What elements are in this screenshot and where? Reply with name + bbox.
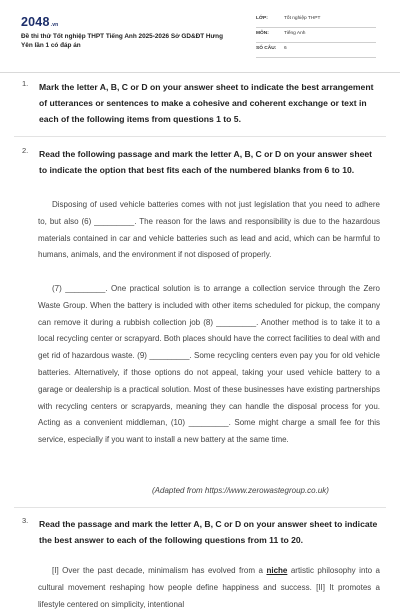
meta-class: LỚP: Tốt nghiệp THPT bbox=[256, 16, 321, 21]
passage-paragraph-2: (7) _________. One practical solution is to arrange a collection service through the Zero Waste Group. When the battery is included with other items scheduled for pickup, the company can remove it during a rubbish collection job (8) _________. Another method is to take it to a local recycling center or scrapyard. Both places should have the correct facilities to deal with and get rid of hazardous waste. (9) _________. Some recycling centers even pay you for old vehicle batteries. Alternatively, if those options do not appeal, taking your used vehicle battery to a garage or dealership is a practical solution. Most of these businesses have existing partnerships with recycling centers or scrapyards, meaning they can handle the disposal process for you. Acting as a convenient middleman, (10) _________. Some might charge a small fee for this service, especially if you want to install a new battery at the same time. bbox=[38, 284, 380, 445]
meta-subject: MÔN: Tiếng Anh bbox=[256, 31, 306, 36]
underlined-keyword: niche bbox=[266, 566, 288, 575]
question-1 bbox=[22, 79, 382, 127]
question-2 bbox=[22, 146, 382, 178]
reading-paragraph-1: [I] Over the past decade, minimalism has evolved from a niche artistic philosophy into a cultural movement reshaping how people define happiness and success. [II] It promotes a lifestyle centered on simplicity, intentional bbox=[38, 566, 380, 609]
document-header bbox=[0, 0, 400, 73]
question-instruction: Mark the letter A, B, C or D on your answer sheet to indicate the best arrangement of utterances or sentences to make a cohesive and coherent exchange or text in each of the following items from questions 1 to 5. bbox=[39, 82, 374, 124]
meta-divider bbox=[256, 42, 376, 43]
meta-divider bbox=[256, 57, 376, 58]
question-number: 3. bbox=[22, 516, 29, 525]
meta-divider bbox=[256, 27, 376, 28]
passage-paragraph-1: Disposing of used vehicle batteries comes with not just legislation that you need to adhere to, but also (6) _________. The reason for the laws and responsibility is due to the hazardous materials contained in car and vehicle batteries such as lead and acid, which can be harmful to humans, animals, and the environment if not disposed of properly. bbox=[38, 200, 380, 260]
question-3 bbox=[22, 516, 382, 548]
exam-title: Đề thi thử Tốt nghiệp THPT Tiếng Anh 2025-2026 Sở GD&ĐT Hưng Yên lần 1 có đáp án bbox=[21, 33, 223, 49]
section-divider bbox=[14, 136, 386, 137]
question-instruction: Read the passage and mark the letter A, B, C or D on your answer sheet to indicate the best answer to each of the following questions from 11 to 20. bbox=[39, 519, 378, 545]
question-number: 2. bbox=[22, 146, 29, 155]
passage-source: (Adapted from https://www.zerowastegroup.co.uk) bbox=[152, 486, 329, 495]
question-instruction: Read the following passage and mark the letter A, B, C or D on your answer sheet to indicate the option that best fits each of the numbered blanks from 6 to 10. bbox=[39, 149, 372, 175]
question-number: 1. bbox=[22, 79, 29, 88]
section-divider bbox=[14, 507, 386, 508]
site-logo[interactable]: 2048.vn bbox=[21, 15, 59, 29]
meta-count: SỐ CÂU: 6 bbox=[256, 46, 287, 51]
